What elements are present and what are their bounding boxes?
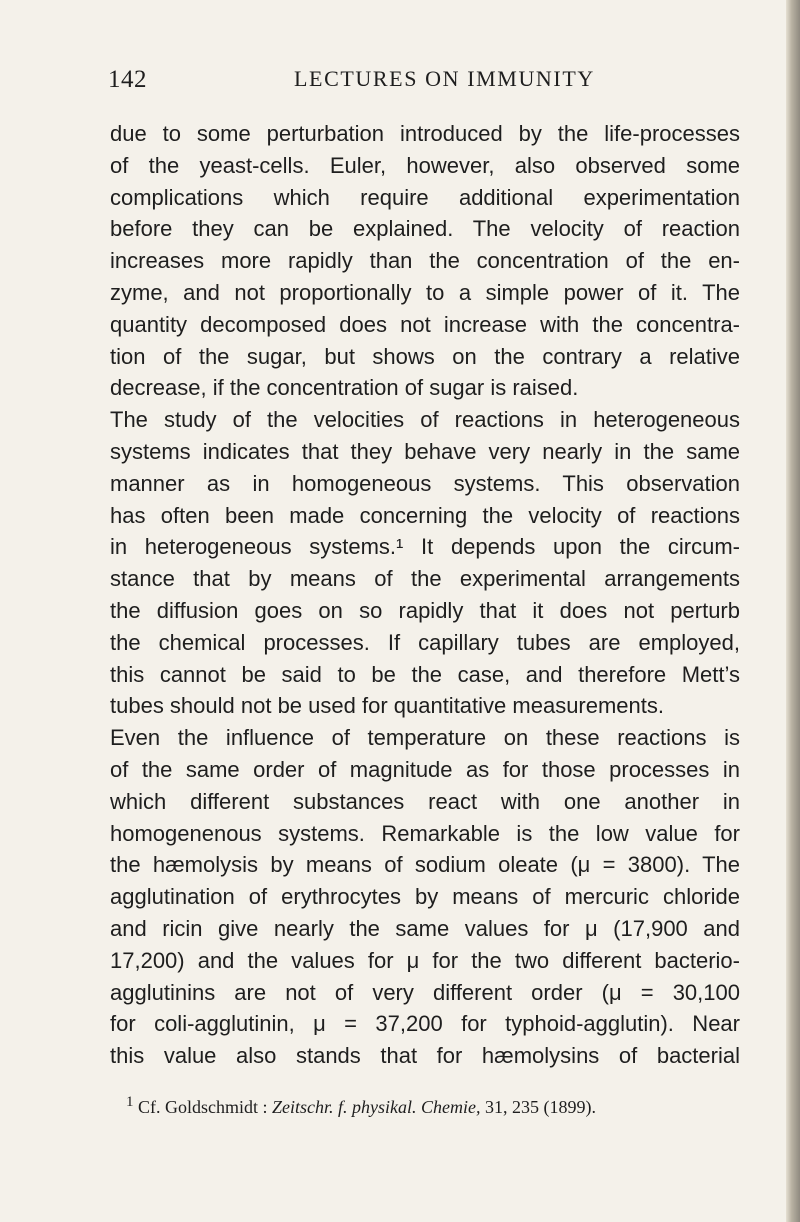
footnote-citation: 31, 235 (1899). (484, 1097, 596, 1117)
body-line: this value also stands that for hæmolysins of bacterial (110, 1043, 740, 1069)
body-line: stance that by means of the experimental arrangements (110, 566, 740, 592)
body-line: The study of the velocities of reactions in heterogeneous (110, 407, 740, 433)
body-line: this cannot be said to be the case, and therefore Mett’s (110, 661, 740, 687)
body-line: tion of the sugar, but shows on the contrary a relative (110, 343, 740, 369)
body-line: due to some perturbation introduced by the life-processes (110, 121, 740, 146)
body-line: agglutinins are not of very different order (μ = 30,100 (110, 979, 740, 1005)
page-edge-shadow (786, 0, 800, 1222)
footnote-journal: Zeitschr. f. physikal. Chemie, (272, 1097, 481, 1117)
body-line: Even the influence of temperature on these reactions is (110, 725, 740, 751)
footnote-prefix: Cf. Goldschmidt : (138, 1097, 268, 1117)
body-line: decrease, if the concentration of sugar is raised. (110, 375, 579, 401)
body-line: tubes should not be used for quantitative measurements. (110, 693, 665, 719)
body-line: has often been made concerning the velocity of reactions (110, 502, 740, 528)
body-line: which different substances react with one another in (110, 788, 740, 814)
body-line: increases more rapidly than the concentration of the en- (110, 248, 740, 274)
body-line: for coli-agglutinin, μ = 37,200 for typhoid-agglutin). Near (110, 1011, 740, 1037)
body-line: complications which require additional experimentation (110, 184, 740, 210)
body-line: agglutination of erythrocytes by means of mercuric chloride (110, 884, 740, 910)
body-line: manner as in homogeneous systems. This observation (110, 470, 740, 496)
body-line: before they can be explained. The velocity of reaction (110, 216, 740, 242)
body-line: homogenenous systems. Remarkable is the low value for (110, 820, 740, 846)
body-line: of the same order of magnitude as for those processes in (110, 756, 740, 782)
body-line: quantity decomposed does not increase with the concentra- (110, 311, 740, 337)
body-line: zyme, and not proportionally to a simple power of it. The (110, 279, 740, 305)
body-line: the hæmolysis by means of sodium oleate (μ = 3800). The (110, 852, 740, 878)
body-line: and ricin give nearly the same values for μ (17,900 and (110, 915, 740, 941)
footnote-marker: 1 (126, 1094, 134, 1110)
body-line: in heterogeneous systems.¹ It depends upon the circum- (110, 534, 740, 560)
body-line: of the yeast-cells. Euler, however, also observed some (110, 152, 740, 178)
body-line: 17,200) and the values for μ for the two different bacterio- (110, 947, 740, 973)
body-text (110, 118, 740, 1072)
page-number: 142 (108, 66, 147, 93)
body-line: systems indicates that they behave very nearly in the same (110, 438, 740, 464)
running-title: LECTURES ON IMMUNITY (294, 66, 595, 91)
body-line: the diffusion goes on so rapidly that it does not perturb (110, 597, 740, 623)
body-line: the chemical processes. If capillary tubes are employed, (110, 629, 740, 655)
footnote (126, 1094, 596, 1118)
